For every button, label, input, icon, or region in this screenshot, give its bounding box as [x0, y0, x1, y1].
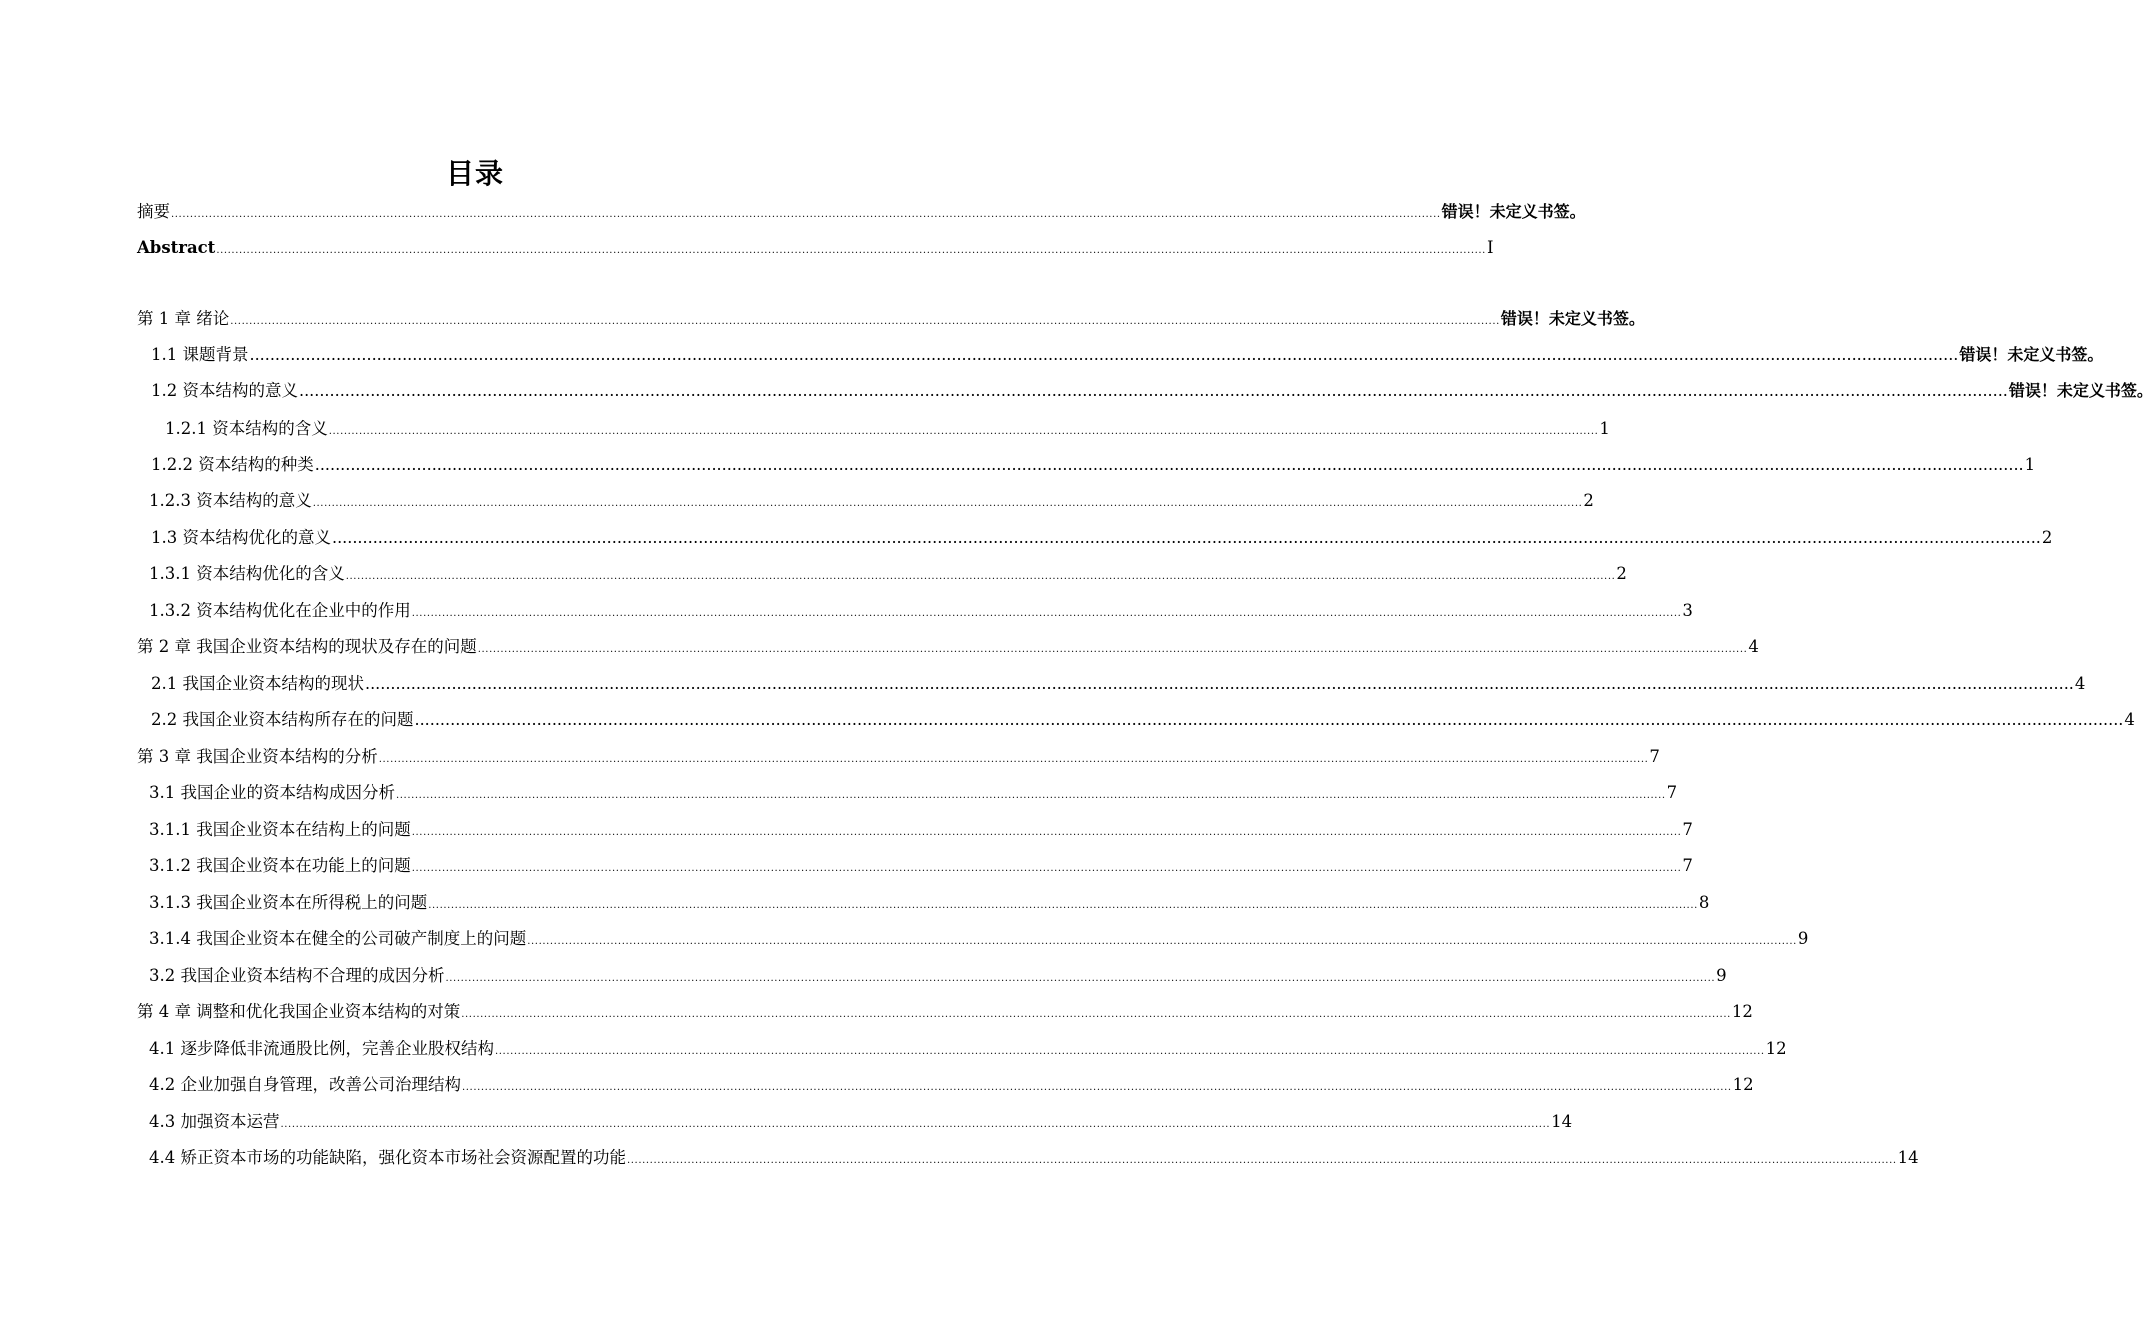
toc-entry-3-2[interactable]	[149, 964, 1727, 988]
toc-entry-3-1-1[interactable]	[149, 818, 1693, 842]
toc-leader: ................................................................................................................................................................................................................................................................................................................................................	[171, 209, 1441, 220]
toc-entry-label: 1.2 资本结构的意义	[151, 381, 298, 400]
toc-entry-page: 9	[1716, 966, 1727, 985]
toc-entry-1-2[interactable]	[151, 379, 2153, 403]
toc-entry-label: 2.1 我国企业资本结构的现状	[151, 674, 364, 693]
toc-entry-1-3-2[interactable]	[149, 599, 1693, 623]
toc-entry-page: 7	[1682, 856, 1693, 875]
toc-entry-2-2[interactable]	[151, 708, 2135, 732]
toc-leader: ................................................................................................................................................................................................................................................................................................................................................	[477, 644, 1748, 655]
toc-entry-chapter-1[interactable]	[137, 307, 1645, 331]
toc-leader: ................................................................................................................................................................................................................................................................................................................................................	[280, 1119, 1551, 1130]
toc-entry-page: 14	[1897, 1148, 1919, 1167]
toc-entry-page: 7	[1666, 783, 1678, 802]
toc-entry-1-3-1[interactable]	[149, 562, 1627, 586]
toc-entry-1-3[interactable]	[151, 526, 2053, 550]
toc-entry-page: 14	[1551, 1112, 1573, 1131]
toc-entry-page: 1	[2024, 455, 2036, 474]
toc-entry-label: 4.3 加强资本运营	[149, 1112, 280, 1131]
toc-entry-3-1-3[interactable]	[149, 891, 1710, 915]
toc-leader: ................................................................................................................................................................................................................................................................................................................................................	[428, 900, 1698, 911]
toc-entry-label: 3.1.2 我国企业资本在功能上的问题	[149, 856, 411, 875]
toc-entry-label: 1.3.1 资本结构优化的含义	[149, 564, 345, 583]
toc-leader: ................................................................................................................................................................................................................................................................................................................................................	[365, 674, 2074, 693]
toc-entry-label: 2.2 我国企业资本结构所存在的问题	[151, 710, 414, 729]
toc-entry-chapter-3[interactable]	[137, 745, 1660, 769]
toc-entry-page: 4	[2124, 710, 2135, 729]
toc-entry-3-1-4[interactable]	[149, 927, 1809, 951]
toc-entry-label: 3.2 我国企业资本结构不合理的成因分析	[149, 966, 445, 985]
toc-entry-label: 4.4 矫正资本市场的功能缺陷，强化资本市场社会资源配置的功能	[149, 1148, 626, 1167]
toc-leader: ................................................................................................................................................................................................................................................................................................................................................	[396, 790, 1666, 801]
toc-leader: ................................................................................................................................................................................................................................................................................................................................................	[414, 710, 2124, 729]
toc-entry-3-1-2[interactable]	[149, 854, 1693, 878]
toc-entry-page: 12	[1731, 1002, 1753, 1021]
toc-entry-label: 1.2.3 资本结构的意义	[149, 491, 312, 510]
toc-entry-label: 1.3 资本结构优化的意义	[151, 528, 331, 547]
toc-entry-page: 4	[1748, 637, 1759, 656]
toc-leader: ................................................................................................................................................................................................................................................................................................................................................	[345, 571, 1616, 582]
toc-entry-1-2-2[interactable]	[151, 453, 2036, 477]
toc-entry-page: 2	[2041, 528, 2053, 547]
toc-leader: ................................................................................................................................................................................................................................................................................................................................................	[216, 245, 1486, 256]
toc-entry-page: 2	[1583, 491, 1594, 510]
toc-entry-label: 摘要	[137, 202, 170, 221]
toc-entry-page: 4	[2074, 674, 2086, 693]
toc-entry-label: 3.1 我国企业的资本结构成因分析	[149, 783, 395, 802]
toc-entry-3-1[interactable]	[149, 781, 1678, 805]
toc-entry-page: 12	[1732, 1075, 1754, 1094]
toc-entry-page: 1	[1599, 419, 1610, 438]
toc-leader: ................................................................................................................................................................................................................................................................................................................................................	[461, 1009, 1731, 1020]
toc-entry-label: 1.1 课题背景	[151, 345, 249, 364]
toc-leader: ................................................................................................................................................................................................................................................................................................................................................	[314, 455, 2024, 474]
toc-leader: ................................................................................................................................................................................................................................................................................................................................................	[411, 863, 1682, 874]
toc-leader: ................................................................................................................................................................................................................................................................................................................................................	[378, 754, 1649, 765]
toc-entry-label: 4.1 逐步降低非流通股比例，完善企业股权结构	[149, 1039, 494, 1058]
toc-leader: ................................................................................................................................................................................................................................................................................................................................................	[527, 936, 1797, 947]
toc-entry-page: 错误！未定义书签。	[1441, 202, 1586, 221]
toc-entry-chapter-2[interactable]	[137, 635, 1759, 659]
toc-entry-page: 错误！未定义书签。	[1959, 345, 2104, 364]
toc-entry-1-2-3[interactable]	[149, 489, 1594, 513]
toc-entry-page: 7	[1682, 820, 1693, 839]
toc-entry-4-1[interactable]	[149, 1037, 1787, 1061]
toc-leader: ................................................................................................................................................................................................................................................................................................................................................	[495, 1046, 1765, 1057]
toc-title: 目录	[445, 157, 504, 190]
toc-entry-page: 7	[1649, 747, 1660, 766]
toc-entry-4-4[interactable]	[149, 1146, 1919, 1170]
toc-entry-page: I	[1486, 238, 1494, 257]
toc-entry-label: 3.1.3 我国企业资本在所得税上的问题	[149, 893, 428, 912]
toc-leader: ................................................................................................................................................................................................................................................................................................................................................	[332, 528, 2041, 547]
toc-leader: ................................................................................................................................................................................................................................................................................................................................................	[445, 973, 1716, 984]
toc-entry-page: 错误！未定义书签。	[2008, 381, 2153, 400]
toc-entry-4-3[interactable]	[149, 1110, 1573, 1134]
toc-entry-label: 第 1 章 绪论	[137, 309, 230, 328]
toc-entry-label: 第 4 章 调整和优化我国企业资本结构的对策	[137, 1002, 461, 1021]
toc-entry-1-2-1[interactable]	[165, 417, 1610, 441]
toc-entry-abstract-en[interactable]	[137, 236, 1494, 260]
toc-entry-page: 3	[1682, 601, 1693, 620]
toc-entry-label: 1.2.1 资本结构的含义	[165, 419, 328, 438]
toc-leader: ................................................................................................................................................................................................................................................................................................................................................	[312, 498, 1583, 509]
toc-entry-2-1[interactable]	[151, 672, 2086, 696]
toc-leader: ................................................................................................................................................................................................................................................................................................................................................	[230, 316, 1500, 327]
toc-leader: ................................................................................................................................................................................................................................................................................................................................................	[462, 1082, 1732, 1093]
toc-entry-label: 第 3 章 我国企业资本结构的分析	[137, 747, 378, 766]
toc-leader: ................................................................................................................................................................................................................................................................................................................................................	[411, 827, 1682, 838]
toc-entry-chapter-4[interactable]	[137, 1000, 1753, 1024]
toc-entry-page: 错误！未定义书签。	[1500, 309, 1645, 328]
toc-entry-abstract-cn[interactable]	[137, 200, 1586, 224]
toc-entry-label: 第 2 章 我国企业资本结构的现状及存在的问题	[137, 637, 477, 656]
toc-entry-1-1[interactable]	[151, 343, 2104, 367]
toc-entry-page: 8	[1698, 893, 1710, 912]
toc-entry-4-2[interactable]	[149, 1073, 1754, 1097]
toc-leader: ................................................................................................................................................................................................................................................................................................................................................	[299, 381, 2008, 400]
toc-entry-label: 1.2.2 资本结构的种类	[151, 455, 314, 474]
toc-entry-page: 2	[1616, 564, 1627, 583]
toc-leader: ................................................................................................................................................................................................................................................................................................................................................	[328, 426, 1599, 437]
toc-entry-label: 3.1.1 我国企业资本在结构上的问题	[149, 820, 411, 839]
toc-entry-label: 4.2 企业加强自身管理，改善公司治理结构	[149, 1075, 461, 1094]
toc-entry-label: 1.3.2 资本结构优化在企业中的作用	[149, 601, 411, 620]
toc-entry-label: 3.1.4 我国企业资本在健全的公司破产制度上的问题	[149, 929, 527, 948]
toc-leader: ................................................................................................................................................................................................................................................................................................................................................	[249, 345, 1959, 364]
toc-entry-page: 9	[1797, 929, 1809, 948]
toc-entry-label: Abstract	[137, 238, 216, 257]
toc-leader: ................................................................................................................................................................................................................................................................................................................................................	[411, 608, 1682, 619]
toc-entry-page: 12	[1765, 1039, 1787, 1058]
toc-leader: ................................................................................................................................................................................................................................................................................................................................................	[627, 1155, 1897, 1166]
